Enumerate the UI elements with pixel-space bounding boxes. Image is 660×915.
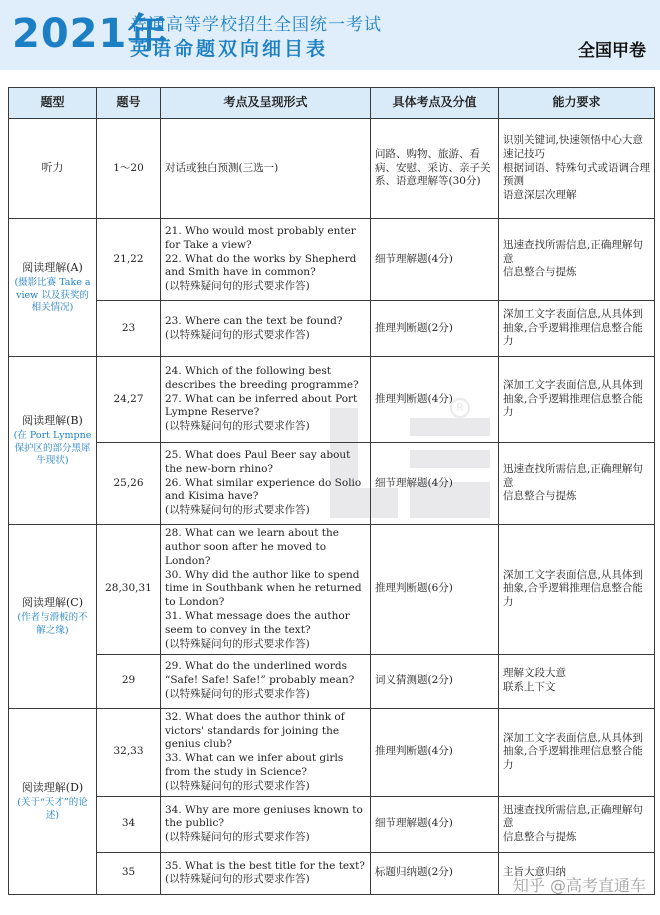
question-item: 26. What similar experience do Solio and Kisima have?	[165, 476, 362, 503]
table-header-row	[9, 88, 655, 119]
ability-requirement-cell	[499, 796, 655, 852]
question-number: 25,26	[97, 443, 161, 525]
question-number: 34	[97, 796, 161, 852]
question-type-cell	[9, 219, 97, 357]
ability-item: 识别关键词,快速领悟中心大意	[503, 133, 643, 146]
question-form-cell	[161, 796, 371, 852]
header-ability: 能力要求	[499, 88, 655, 119]
question-item: 35. What is the best title for the text?	[165, 859, 365, 872]
question-type: 阅读理解(B)	[22, 413, 83, 427]
table-row	[9, 654, 655, 708]
knowledge-point-score: 标题归纳题(2分)	[371, 852, 499, 894]
question-item: 24. Which of the following best describes the breeding programme?	[165, 364, 359, 391]
question-item: (以特殊疑问句的形式要求作答)	[165, 420, 310, 433]
header-form: 考点及呈现形式	[161, 88, 371, 119]
question-form-cell	[161, 654, 371, 708]
question-form-cell	[161, 119, 371, 219]
passage-topic-note: (关于“天才”的论述)	[17, 797, 88, 821]
question-item: 30. Why did the author like to spend time in Southbank when he returned to London?	[165, 568, 362, 609]
ability-requirement-cell	[499, 219, 655, 301]
ability-item: 语意深层次理解	[503, 189, 577, 202]
question-form-cell	[161, 301, 371, 357]
question-item: (以特殊疑问句的形式要求作答)	[165, 831, 310, 844]
ability-requirement-cell	[499, 119, 655, 219]
question-item: 33. What can we infer about girls from the study in Science?	[165, 752, 344, 779]
table-row	[9, 357, 655, 443]
passage-topic-note: (摄影比赛 Take a view 以及获奖的相关情况)	[14, 277, 91, 313]
registered-mark-icon: R	[450, 398, 470, 418]
ability-item: 深加工文字表面信息,从具体到抽象,合乎逻辑推理信息整合能力	[503, 307, 643, 348]
question-item: 31. What message does the author seem to convey in the text?	[165, 610, 350, 637]
question-form-cell	[161, 219, 371, 301]
ability-item: 信息整合与提炼	[503, 490, 577, 503]
knowledge-point-score: 细节理解题(4分)	[371, 443, 499, 525]
ability-requirement-cell	[499, 443, 655, 525]
ability-item: 根据词语、特殊句式或语调合理预测	[503, 161, 650, 188]
ability-item: 迅速查找所需信息,正确理解句意	[503, 803, 643, 830]
document-title: 英语命题双向细目表	[130, 38, 329, 60]
question-item: (以特殊疑问句的形式要求作答)	[165, 688, 310, 701]
ability-item: 深加工文字表面信息,从具体到抽象,合乎逻辑推理信息整合能力	[503, 378, 643, 419]
header-number: 题号	[97, 88, 161, 119]
question-item: 25. What does Paul Beer say about the new-born rhino?	[165, 448, 351, 475]
question-item: 32. What does the author think of victors' standards for joining the genius club?	[165, 710, 345, 751]
question-item: 27. What can be inferred about Port Lympne Reserve?	[165, 392, 358, 419]
knowledge-point-score: 细节理解题(4分)	[371, 796, 499, 852]
question-form-cell	[161, 525, 371, 655]
exam-year: 2021年	[12, 11, 169, 57]
knowledge-point-score: 推理判断题(6分)	[371, 525, 499, 655]
question-item: 21. Who would most probably enter for Take a view?	[165, 224, 356, 251]
table-row	[9, 219, 655, 301]
page-header	[0, 0, 660, 70]
question-form-cell	[161, 708, 371, 796]
question-item: 对话或独白预测(三选一)	[165, 161, 279, 174]
question-number: 1～20	[97, 119, 161, 219]
question-item: (以特殊疑问句的形式要求作答)	[165, 280, 310, 293]
ability-item: 迅速查找所需信息,正确理解句意	[503, 238, 643, 265]
question-number: 24,27	[97, 357, 161, 443]
exam-name: 普通高等学校招生全国统一考试	[130, 15, 382, 35]
question-type-cell	[9, 708, 97, 894]
table-row	[9, 796, 655, 852]
paper-label: 全国甲卷	[578, 41, 646, 61]
knowledge-point-score: 词义猜测题(2分)	[371, 654, 499, 708]
header-type: 题型	[9, 88, 97, 119]
question-number: 32,33	[97, 708, 161, 796]
knowledge-point-score: 问路、购物、旅游、看病、安慰、采访、亲子关系、语意理解等(30分)	[371, 119, 499, 219]
question-number: 23	[97, 301, 161, 357]
question-item: 22. What do the works by Shepherd and Smith have in common?	[165, 252, 357, 279]
question-number: 35	[97, 852, 161, 894]
ability-item: 信息整合与提炼	[503, 266, 577, 279]
question-item: 29. What do the underlined words “Safe! Safe! Safe!” probably mean?	[165, 660, 355, 687]
knowledge-point-score: 推理判断题(4分)	[371, 708, 499, 796]
question-item: 34. Why are more geniuses known to the public?	[165, 803, 363, 830]
knowledge-point-score: 细节理解题(4分)	[371, 219, 499, 301]
table-row	[9, 708, 655, 796]
header-points: 具体考点及分值	[371, 88, 499, 119]
question-form-cell	[161, 443, 371, 525]
table-row	[9, 119, 655, 219]
question-item: 23. Where can the text be found?	[165, 314, 343, 327]
passage-topic-note: (作者与滑板的不解之缘)	[17, 612, 88, 636]
knowledge-point-score: 推理判断题(4分)	[371, 357, 499, 443]
ability-item: 速记技巧	[503, 147, 545, 160]
source-watermark: 知乎 @高考直通车	[512, 876, 646, 895]
ability-item: 理解文段大意	[503, 667, 566, 680]
knowledge-point-score: 推理判断题(2分)	[371, 301, 499, 357]
question-number: 28,30,31	[97, 525, 161, 655]
ability-requirement-cell	[499, 525, 655, 655]
question-form-cell	[161, 852, 371, 894]
ability-item: 主旨大意归纳	[503, 866, 566, 879]
question-type: 阅读理解(C)	[22, 595, 83, 609]
question-item: (以特殊疑问句的形式要求作答)	[165, 504, 310, 517]
question-type-cell	[9, 357, 97, 525]
question-item: (以特殊疑问句的形式要求作答)	[165, 873, 310, 886]
specification-table	[8, 87, 655, 895]
question-form-cell	[161, 357, 371, 443]
question-number: 29	[97, 654, 161, 708]
table-row	[9, 525, 655, 655]
ability-item: 深加工文字表面信息,从具体到抽象,合乎逻辑推理信息整合能力	[503, 568, 643, 609]
question-type: 阅读理解(A)	[22, 260, 83, 274]
question-type: 听力	[41, 161, 64, 175]
ability-requirement-cell	[499, 301, 655, 357]
passage-topic-note: (在 Port Lympne 保护区的部分黑犀牛现状)	[13, 430, 92, 466]
ability-requirement-cell	[499, 708, 655, 796]
question-item: (以特殊疑问句的形式要求作答)	[165, 637, 310, 650]
table-row	[9, 301, 655, 357]
ability-requirement-cell	[499, 357, 655, 443]
question-item: (以特殊疑问句的形式要求作答)	[165, 328, 310, 341]
question-number: 21,22	[97, 219, 161, 301]
table-row	[9, 443, 655, 525]
question-type-cell	[9, 119, 97, 219]
question-item: 28. What can we learn about the author soon after he moved to London?	[165, 527, 339, 567]
question-type: 阅读理解(D)	[21, 780, 84, 794]
ability-item: 联系上下文	[503, 681, 556, 694]
question-item: (以特殊疑问句的形式要求作答)	[165, 780, 310, 793]
ability-item: 迅速查找所需信息,正确理解句意	[503, 462, 643, 489]
ability-item: 信息整合与提炼	[503, 831, 577, 844]
question-type-cell	[9, 525, 97, 709]
ability-requirement-cell	[499, 654, 655, 708]
ability-item: 深加工文字表面信息,从具体到抽象,合乎逻辑推理信息整合能力	[503, 731, 643, 772]
